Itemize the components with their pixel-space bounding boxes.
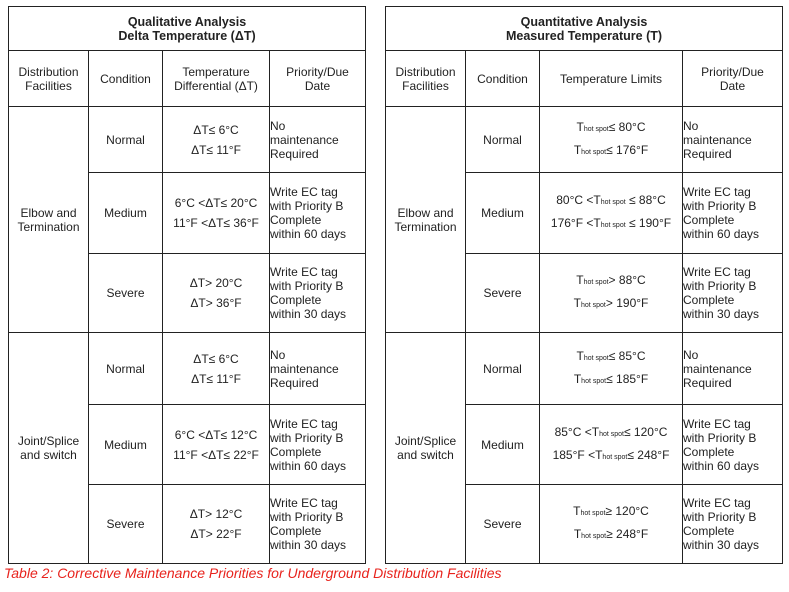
condition-cell: Severe: [466, 485, 540, 564]
temperature-cell: [163, 107, 270, 173]
facility-cell: Elbow and Termination: [386, 107, 466, 333]
header-condition: Condition: [89, 51, 163, 107]
table-row: [386, 107, 783, 173]
hot-spot-subscript: hot spot: [580, 302, 606, 309]
hot-spot-subscript: hot spot: [581, 377, 607, 385]
temperature-cell: [163, 254, 270, 333]
priority-cell: Write EC tag with Priority B Complete within 60 days: [270, 173, 366, 254]
priority-cell: No maintenance Required: [270, 107, 366, 173]
temperature-cell: [540, 333, 683, 405]
condition-cell: Normal: [89, 333, 163, 405]
temperature-cell: [163, 405, 270, 485]
priority-cell: Write EC tag with Priority B Complete within 30 days: [683, 485, 783, 564]
temperature-limit: ΔT> 20°C: [189, 276, 243, 290]
condition-cell: Severe: [89, 254, 163, 333]
hot-spot-subscript: hot spot: [599, 430, 624, 438]
hot-spot-subscript: hot spot: [583, 354, 609, 362]
hot-spot-subscript: hot spot: [583, 125, 609, 133]
table-row: [386, 333, 783, 405]
temperature-limit: ΔT> 36°F: [190, 296, 242, 310]
temperature-cell: [163, 173, 270, 254]
temperature-limit: 85°C <Thot spot≤ 120°C: [554, 424, 668, 439]
quantitative-table: [385, 6, 783, 564]
hot-spot-subscript: hot spot: [583, 279, 609, 286]
temperature-cell: [163, 333, 270, 405]
quantitative-title-line1: Quantitative Analysis: [520, 14, 648, 29]
header-temperature-limits: Temperature Limits: [540, 51, 683, 107]
facility-cell: Joint/Splice and switch: [9, 333, 89, 564]
temperature-limit: Thot spot≥ 248°F: [573, 527, 649, 541]
temperature-limit: ΔT≤ 11°F: [191, 142, 241, 157]
table-row: [9, 107, 366, 173]
condition-cell: Severe: [89, 485, 163, 564]
facility-cell: Elbow and Termination: [9, 107, 89, 333]
quantitative-title-line2: Measured Temperature (T): [505, 28, 663, 43]
header-temperature-differential: Temperature Differential (ΔT): [163, 51, 270, 107]
hot-spot-subscript: hot spot: [581, 533, 607, 540]
hot-spot-subscript: hot spot: [600, 199, 626, 206]
table-caption: Table 2: Corrective Maintenance Priorities for Underground Distribution Facilities: [4, 565, 502, 581]
temperature-cell: [540, 254, 683, 333]
priority-cell: Write EC tag with Priority B Complete within 30 days: [683, 254, 783, 333]
condition-cell: Medium: [466, 405, 540, 485]
priority-cell: No maintenance Required: [270, 333, 366, 405]
temperature-limit: 185°F <Thot spot≤ 248°F: [552, 447, 670, 462]
temperature-limit: Thot spot> 190°F: [573, 296, 649, 310]
table-row: [9, 333, 366, 405]
header-distribution-facilities: Distribution Facilities: [386, 51, 466, 107]
qualitative-table: [8, 6, 366, 564]
temperature-limit: 176°F <Thot spot ≤ 190°F: [550, 216, 672, 230]
temperature-limit: 6°C <ΔT≤ 12°C: [174, 427, 258, 442]
qualitative-title-line1: Qualitative Analysis: [127, 14, 247, 29]
condition-cell: Severe: [466, 254, 540, 333]
header-priority-due-date: Priority/Due Date: [683, 51, 783, 107]
condition-cell: Medium: [89, 173, 163, 254]
temperature-limit: 80°C <Thot spot ≤ 88°C: [556, 193, 666, 207]
temperature-limit: ΔT≤ 6°C: [193, 351, 239, 366]
priority-cell: Write EC tag with Priority B Complete within 60 days: [270, 405, 366, 485]
condition-cell: Normal: [89, 107, 163, 173]
temperature-limit: Thot spot≤ 85°C: [576, 348, 646, 363]
qualitative-title: [9, 7, 366, 51]
temperature-limit: ΔT≤ 6°C: [193, 122, 239, 137]
priority-cell: Write EC tag with Priority B Complete within 30 days: [270, 254, 366, 333]
hot-spot-subscript: hot spot: [600, 222, 626, 229]
header-condition: Condition: [466, 51, 540, 107]
temperature-limit: Thot spot≥ 120°C: [573, 504, 649, 518]
temperature-cell: [540, 485, 683, 564]
hot-spot-subscript: hot spot: [580, 510, 606, 517]
priority-cell: No maintenance Required: [683, 107, 783, 173]
quantitative-title: [386, 7, 783, 51]
temperature-cell: [540, 173, 683, 254]
qualitative-title-line2: Delta Temperature (ΔT): [118, 28, 256, 43]
condition-cell: Normal: [466, 107, 540, 173]
temperature-limit: ΔT> 12°C: [189, 507, 243, 521]
priority-cell: Write EC tag with Priority B Complete within 60 days: [683, 405, 783, 485]
temperature-cell: [540, 107, 683, 173]
header-distribution-facilities: Distribution Facilities: [9, 51, 89, 107]
temperature-limit: Thot spot≤ 176°F: [573, 142, 649, 157]
header-priority-due-date: Priority/Due Date: [270, 51, 366, 107]
temperature-limit: 6°C <ΔT≤ 20°C: [174, 196, 258, 210]
hot-spot-subscript: hot spot: [581, 148, 607, 156]
condition-cell: Medium: [89, 405, 163, 485]
facility-cell: Joint/Splice and switch: [386, 333, 466, 564]
condition-cell: Normal: [466, 333, 540, 405]
temperature-limit: Thot spot> 88°C: [576, 273, 646, 287]
temperature-limit: 11°F <ΔT≤ 36°F: [173, 216, 259, 230]
temperature-cell: [540, 405, 683, 485]
condition-cell: Medium: [466, 173, 540, 254]
priority-cell: Write EC tag with Priority B Complete within 60 days: [683, 173, 783, 254]
temperature-limit: Thot spot≤ 80°C: [576, 119, 646, 134]
temperature-limit: 11°F <ΔT≤ 22°F: [173, 447, 259, 462]
priority-cell: No maintenance Required: [683, 333, 783, 405]
temperature-cell: [163, 485, 270, 564]
temperature-limit: Thot spot≤ 185°F: [573, 371, 649, 386]
temperature-limit: ΔT> 22°F: [190, 527, 242, 541]
hot-spot-subscript: hot spot: [602, 453, 628, 461]
priority-cell: Write EC tag with Priority B Complete within 30 days: [270, 485, 366, 564]
temperature-limit: ΔT≤ 11°F: [191, 371, 241, 386]
